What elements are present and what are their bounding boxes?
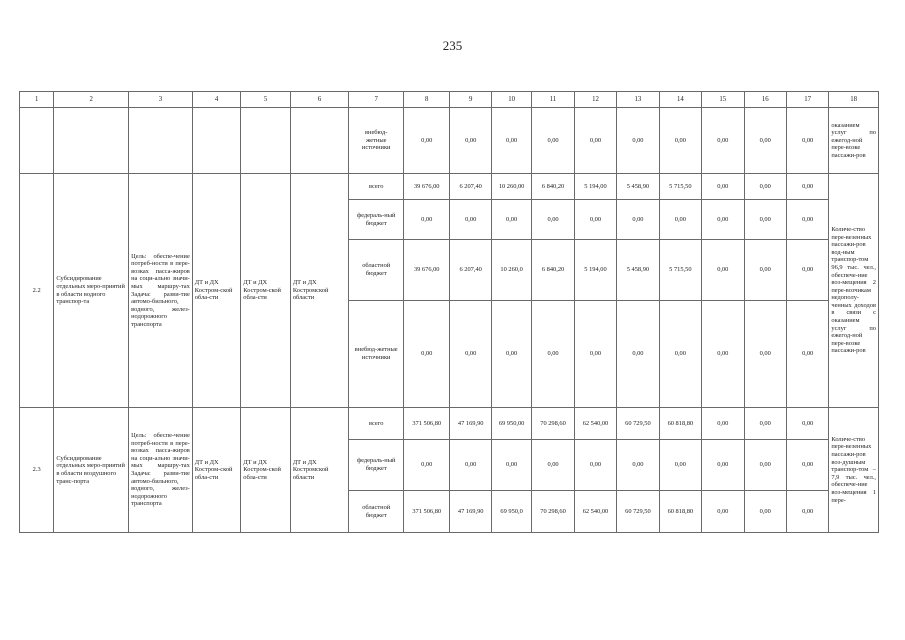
- funding-source-label: федераль-ный бюджет: [349, 440, 404, 491]
- value-cell: 371 506,80: [403, 491, 449, 533]
- value-cell: 0,00: [617, 200, 659, 240]
- value-cell: 0,00: [617, 440, 659, 491]
- value-cell: 62 540,00: [574, 408, 616, 440]
- budget-table: [19, 91, 879, 533]
- value-cell: 47 169,90: [450, 408, 491, 440]
- value-cell: 0,00: [574, 200, 616, 240]
- value-cell: 0,00: [786, 491, 828, 533]
- page-number: 235: [442, 38, 463, 53]
- value-cell: 6 840,20: [532, 174, 574, 200]
- expected-result: Количе-ство пере-везенных пассажи-ров вод-ным транспор-том 96,9 тыс. чел., обеспече-ние воз-мещения 2 пере-возчикам недополу-ченных доходов в связи с оказанием услуг по ежегод-ной пере-возке пассажи-ров: [829, 174, 879, 408]
- row-number: 2.3: [20, 408, 54, 533]
- value-cell: 0,00: [491, 301, 531, 408]
- value-cell: 0,00: [744, 491, 786, 533]
- table-row: [20, 174, 879, 200]
- column-number: 7: [349, 92, 404, 108]
- empty-cell: [241, 108, 291, 174]
- column-number: 8: [403, 92, 449, 108]
- value-cell: 0,00: [702, 108, 744, 174]
- goal-task: Цель: обеспе-чение потреб-ности в пере-возках пасса-жиров на соци-ально значи-мых маршру-тах Задача: разви-тие автомо-бильного, водного, желез-нодорожного транспорта: [129, 408, 193, 533]
- column-number: 13: [617, 92, 659, 108]
- funding-source-label: внебюд-жетные источники: [349, 301, 404, 408]
- funding-source-label: областной бюджет: [349, 491, 404, 533]
- empty-cell: [192, 108, 241, 174]
- column-number: 2: [54, 92, 129, 108]
- value-cell: 0,00: [574, 108, 616, 174]
- value-cell: 0,00: [403, 440, 449, 491]
- value-cell: 5 458,90: [617, 240, 659, 301]
- value-cell: 0,00: [403, 301, 449, 408]
- column-number: 9: [450, 92, 491, 108]
- value-cell: 0,00: [744, 108, 786, 174]
- column-number: 3: [129, 92, 193, 108]
- value-cell: 0,00: [702, 301, 744, 408]
- goal-task: Цель: обеспе-чение потреб-ности в пере-возках пасса-жиров на соци-ально значи-мых маршру-тах Задача: разви-тие автомо-бильного, водного, желез-нодорожного транспорта: [129, 174, 193, 408]
- executor: ДТ и ДХ Костромской области: [290, 408, 349, 533]
- value-cell: 5 194,00: [574, 174, 616, 200]
- column-number: 1: [20, 92, 54, 108]
- column-number: 10: [491, 92, 531, 108]
- value-cell: 39 676,00: [403, 240, 449, 301]
- value-cell: 0,00: [702, 408, 744, 440]
- value-cell: 0,00: [450, 108, 491, 174]
- column-number: 11: [532, 92, 574, 108]
- value-cell: 69 950,00: [491, 408, 531, 440]
- value-cell: 0,00: [532, 440, 574, 491]
- value-cell: 0,00: [403, 108, 449, 174]
- measure-name: Субсидирование отдельных меро-приятий в области водного транспор-та: [54, 174, 129, 408]
- value-cell: 6 207,40: [450, 240, 491, 301]
- value-cell: 39 676,00: [403, 174, 449, 200]
- value-cell: 70 298,60: [532, 491, 574, 533]
- column-number-row: [20, 92, 879, 108]
- value-cell: 6 207,40: [450, 174, 491, 200]
- funding-source-label: федераль-ный бюджет: [349, 200, 404, 240]
- value-cell: 0,00: [786, 240, 828, 301]
- value-cell: 60 729,50: [617, 491, 659, 533]
- column-number: 6: [290, 92, 349, 108]
- column-number: 15: [702, 92, 744, 108]
- column-number: 14: [659, 92, 701, 108]
- executor: ДТ и ДХ Костромской области: [290, 174, 349, 408]
- value-cell: 0,00: [659, 440, 701, 491]
- table-row: [20, 108, 879, 174]
- value-cell: 0,00: [702, 174, 744, 200]
- column-number: 16: [744, 92, 786, 108]
- column-number: 12: [574, 92, 616, 108]
- value-cell: 0,00: [532, 108, 574, 174]
- value-cell: 0,00: [617, 301, 659, 408]
- executor: ДТ и ДХ Костром-ской обла-сти: [241, 174, 291, 408]
- value-cell: 0,00: [659, 301, 701, 408]
- value-cell: 0,00: [744, 408, 786, 440]
- value-cell: 5 194,00: [574, 240, 616, 301]
- empty-cell: [129, 108, 193, 174]
- value-cell: 0,00: [450, 200, 491, 240]
- value-cell: 0,00: [786, 108, 828, 174]
- funding-source-label: внебюд- жетные источники: [349, 108, 404, 174]
- value-cell: 5 458,90: [617, 174, 659, 200]
- value-cell: 0,00: [450, 440, 491, 491]
- value-cell: 60 729,50: [617, 408, 659, 440]
- value-cell: 0,00: [786, 301, 828, 408]
- value-cell: 0,00: [744, 301, 786, 408]
- value-cell: 6 840,20: [532, 240, 574, 301]
- funding-source-label: всего: [349, 408, 404, 440]
- value-cell: 0,00: [786, 440, 828, 491]
- value-cell: 0,00: [403, 200, 449, 240]
- value-cell: 0,00: [744, 174, 786, 200]
- funding-source-label: областной бюджет: [349, 240, 404, 301]
- value-cell: 0,00: [786, 174, 828, 200]
- executor: ДТ и ДХ Костром-ской обла-сти: [241, 408, 291, 533]
- value-cell: 0,00: [702, 440, 744, 491]
- measure-name: Субсидирование отдельных меро-приятий в области воздушного транс-порта: [54, 408, 129, 533]
- value-cell: 0,00: [532, 200, 574, 240]
- empty-cell: [290, 108, 349, 174]
- value-cell: 0,00: [786, 408, 828, 440]
- value-cell: 62 540,00: [574, 491, 616, 533]
- value-cell: 0,00: [702, 240, 744, 301]
- column-number: 18: [829, 92, 879, 108]
- value-cell: 10 260,0: [491, 240, 531, 301]
- value-cell: 0,00: [702, 200, 744, 240]
- value-cell: 0,00: [574, 301, 616, 408]
- value-cell: 0,00: [491, 200, 531, 240]
- value-cell: 70 298,60: [532, 408, 574, 440]
- column-number: 17: [786, 92, 828, 108]
- row-number: 2.2: [20, 174, 54, 408]
- executor: ДТ и ДХ Костром-ской обла-сти: [192, 174, 241, 408]
- value-cell: 0,00: [450, 301, 491, 408]
- value-cell: 0,00: [574, 440, 616, 491]
- value-cell: 0,00: [491, 440, 531, 491]
- empty-cell: [20, 108, 54, 174]
- value-cell: 69 950,0: [491, 491, 531, 533]
- expected-result: Количе-ство пере-везенных пассажи-ров воз-душным транспор-том – 7,9 тыс. чел., обеспече-ние воз-мещения 1 пере-: [829, 408, 879, 533]
- value-cell: 10 260,00: [491, 174, 531, 200]
- column-number: 5: [241, 92, 291, 108]
- column-number: 4: [192, 92, 241, 108]
- value-cell: 0,00: [491, 108, 531, 174]
- table-row: [20, 408, 879, 440]
- value-cell: 0,00: [786, 200, 828, 240]
- value-cell: 0,00: [702, 491, 744, 533]
- value-cell: 0,00: [532, 301, 574, 408]
- executor: ДТ и ДХ Костром-ской обла-сти: [192, 408, 241, 533]
- funding-source-label: всего: [349, 174, 404, 200]
- value-cell: 5 715,50: [659, 240, 701, 301]
- expected-result: оказанием услуг по ежегод-ной пере-возке пассажи-ров: [829, 108, 879, 174]
- value-cell: 5 715,50: [659, 174, 701, 200]
- value-cell: 0,00: [659, 108, 701, 174]
- value-cell: 371 506,80: [403, 408, 449, 440]
- value-cell: 47 169,90: [450, 491, 491, 533]
- value-cell: 0,00: [744, 440, 786, 491]
- value-cell: 60 818,80: [659, 408, 701, 440]
- value-cell: 0,00: [659, 200, 701, 240]
- empty-cell: [54, 108, 129, 174]
- value-cell: 0,00: [617, 108, 659, 174]
- value-cell: 60 818,80: [659, 491, 701, 533]
- value-cell: 0,00: [744, 200, 786, 240]
- value-cell: 0,00: [744, 240, 786, 301]
